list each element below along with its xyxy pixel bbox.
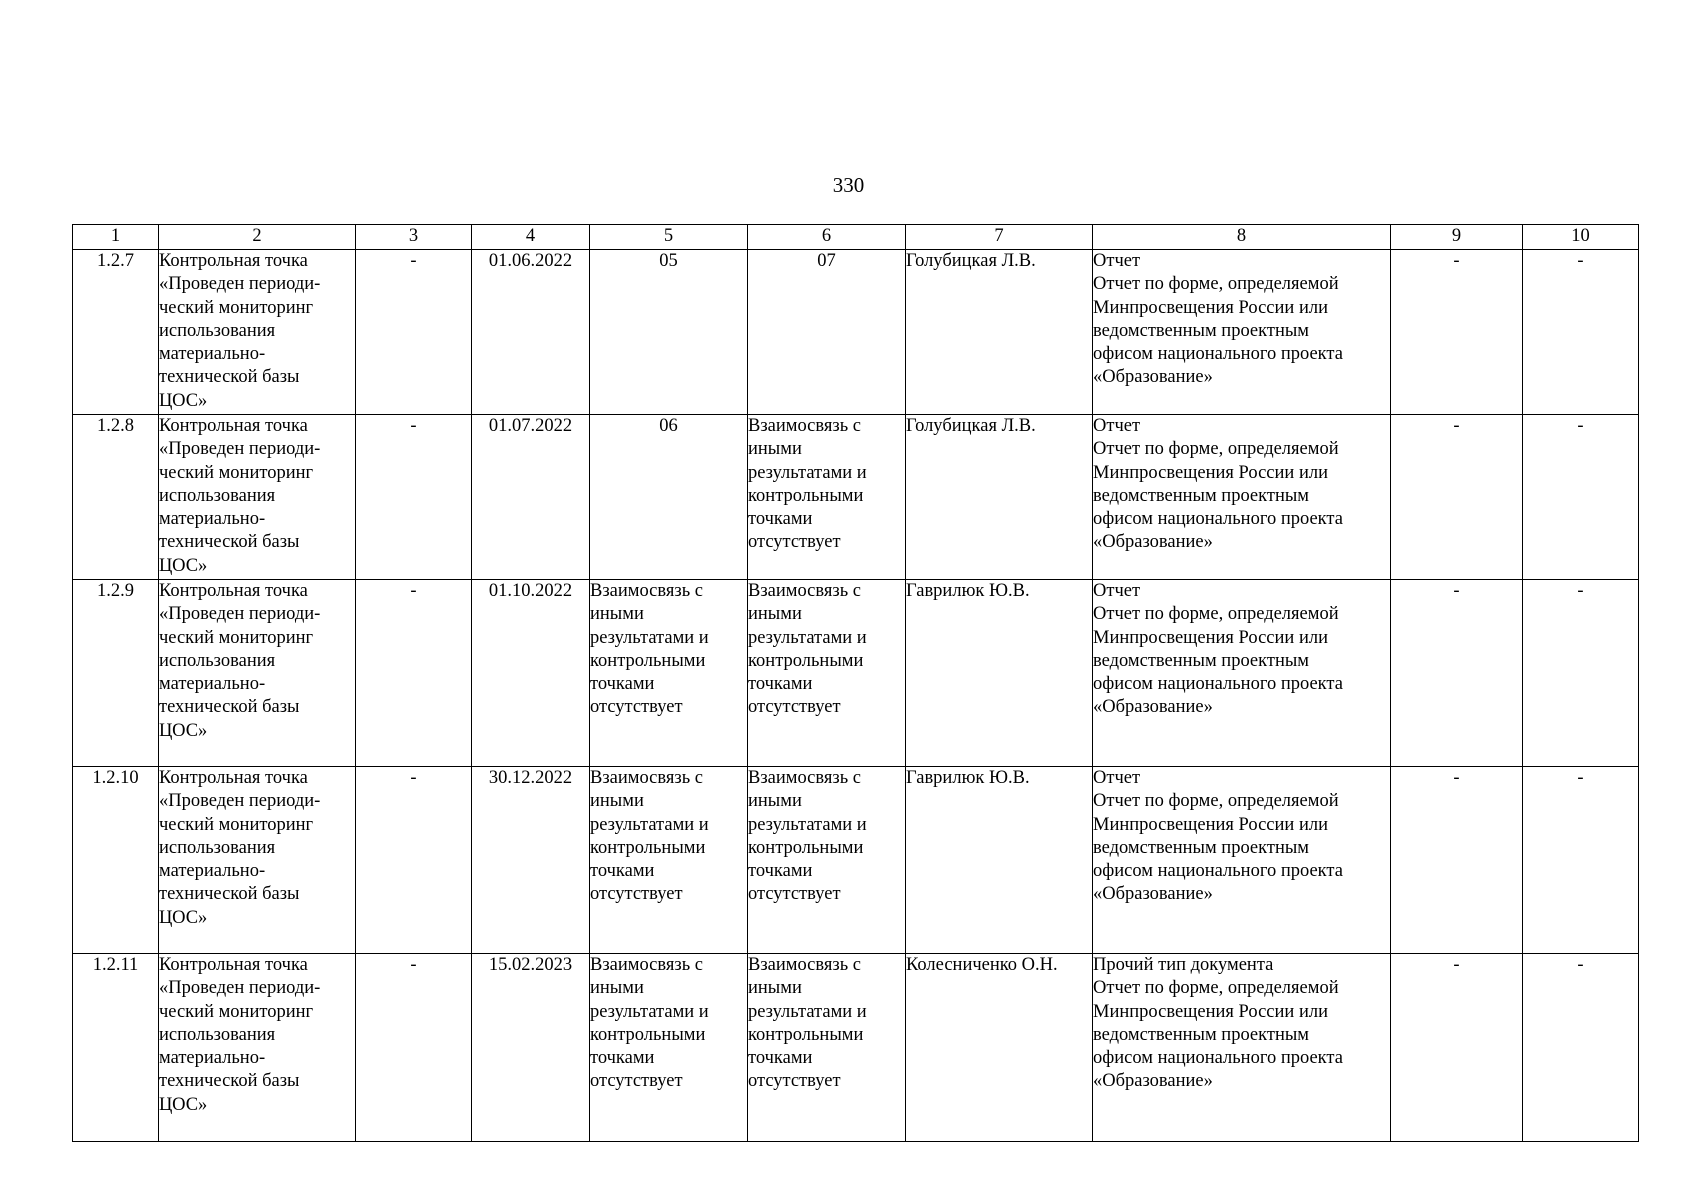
table-row [73, 767, 1639, 954]
cell-col6: Взаимосвязь с иными результатами и контрольными точками отсутствует [748, 580, 906, 767]
item-number: 1.2.7 [73, 250, 159, 415]
item-number: 1.2.8 [73, 415, 159, 580]
cell-col9: - [1391, 250, 1523, 415]
item-date: 15.02.2023 [472, 954, 590, 1142]
column-number-row [73, 225, 1639, 250]
cell-col3: - [356, 415, 472, 580]
cell-col10: - [1523, 250, 1639, 415]
cell-col10: - [1523, 580, 1639, 767]
table-row [73, 250, 1639, 415]
table-row [73, 954, 1639, 1142]
cell-col5: 06 [590, 415, 748, 580]
document-type: Отчет Отчет по форме, определяемой Минпросвещения России или ведомственным проектным офисом национального проекта «Образование» [1093, 415, 1391, 580]
column-header: 3 [356, 225, 472, 250]
document-type: Отчет Отчет по форме, определяемой Минпросвещения России или ведомственным проектным офисом национального проекта «Образование» [1093, 250, 1391, 415]
responsible-person: Колесниченко О.Н. [906, 954, 1093, 1142]
cell-col6: Взаимосвязь с иными результатами и контрольными точками отсутствует [748, 415, 906, 580]
cell-col10: - [1523, 767, 1639, 954]
column-header: 10 [1523, 225, 1639, 250]
cell-col6: 07 [748, 250, 906, 415]
table-row [73, 580, 1639, 767]
cell-col3: - [356, 767, 472, 954]
cell-col9: - [1391, 415, 1523, 580]
cell-col6: Взаимосвязь с иными результатами и контрольными точками отсутствует [748, 767, 906, 954]
cell-col6: Взаимосвязь с иными результатами и контрольными точками отсутствует [748, 954, 906, 1142]
item-date: 01.07.2022 [472, 415, 590, 580]
cell-col10: - [1523, 415, 1639, 580]
item-name: Контрольная точка «Проведен периоди- ческий мониторинг использования материально- технической базы ЦОС» [159, 415, 356, 580]
column-header: 7 [906, 225, 1093, 250]
item-name: Контрольная точка «Проведен периоди- ческий мониторинг использования материально- технической базы ЦОС» [159, 250, 356, 415]
cell-col9: - [1391, 580, 1523, 767]
cell-col10: - [1523, 954, 1639, 1142]
cell-col5: Взаимосвязь с иными результатами и контрольными точками отсутствует [590, 580, 748, 767]
cell-col5: Взаимосвязь с иными результатами и контрольными точками отсутствует [590, 767, 748, 954]
document-type: Прочий тип документа Отчет по форме, определяемой Минпросвещения России или ведомственным проектным офисом национального проекта «Образование» [1093, 954, 1391, 1142]
item-name: Контрольная точка «Проведен периоди- ческий мониторинг использования материально- технической базы ЦОС» [159, 767, 356, 954]
cell-col3: - [356, 250, 472, 415]
item-date: 01.06.2022 [472, 250, 590, 415]
cell-col5: 05 [590, 250, 748, 415]
item-name: Контрольная точка «Проведен периоди- ческий мониторинг использования материально- технической базы ЦОС» [159, 954, 356, 1142]
responsible-person: Голубицкая Л.В. [906, 250, 1093, 415]
cell-col3: - [356, 580, 472, 767]
cell-col9: - [1391, 767, 1523, 954]
cell-col3: - [356, 954, 472, 1142]
column-header: 5 [590, 225, 748, 250]
item-date: 01.10.2022 [472, 580, 590, 767]
column-header: 6 [748, 225, 906, 250]
item-number: 1.2.9 [73, 580, 159, 767]
column-header: 8 [1093, 225, 1391, 250]
responsible-person: Гаврилюк Ю.В. [906, 767, 1093, 954]
responsible-person: Гаврилюк Ю.В. [906, 580, 1093, 767]
responsible-person: Голубицкая Л.В. [906, 415, 1093, 580]
cell-col9: - [1391, 954, 1523, 1142]
table-header [73, 225, 1639, 250]
page-number: 330 [832, 173, 865, 197]
item-date: 30.12.2022 [472, 767, 590, 954]
column-header: 2 [159, 225, 356, 250]
document-type: Отчет Отчет по форме, определяемой Минпросвещения России или ведомственным проектным офисом национального проекта «Образование» [1093, 767, 1391, 954]
column-header: 1 [73, 225, 159, 250]
document-type: Отчет Отчет по форме, определяемой Минпросвещения России или ведомственным проектным офисом национального проекта «Образование» [1093, 580, 1391, 767]
cell-col5: Взаимосвязь с иными результатами и контрольными точками отсутствует [590, 954, 748, 1142]
column-header: 9 [1391, 225, 1523, 250]
table-row [73, 415, 1639, 580]
control-points-table [72, 224, 1639, 1142]
column-header: 4 [472, 225, 590, 250]
item-number: 1.2.10 [73, 767, 159, 954]
item-name: Контрольная точка «Проведен периоди- ческий мониторинг использования материально- технической базы ЦОС» [159, 580, 356, 767]
item-number: 1.2.11 [73, 954, 159, 1142]
